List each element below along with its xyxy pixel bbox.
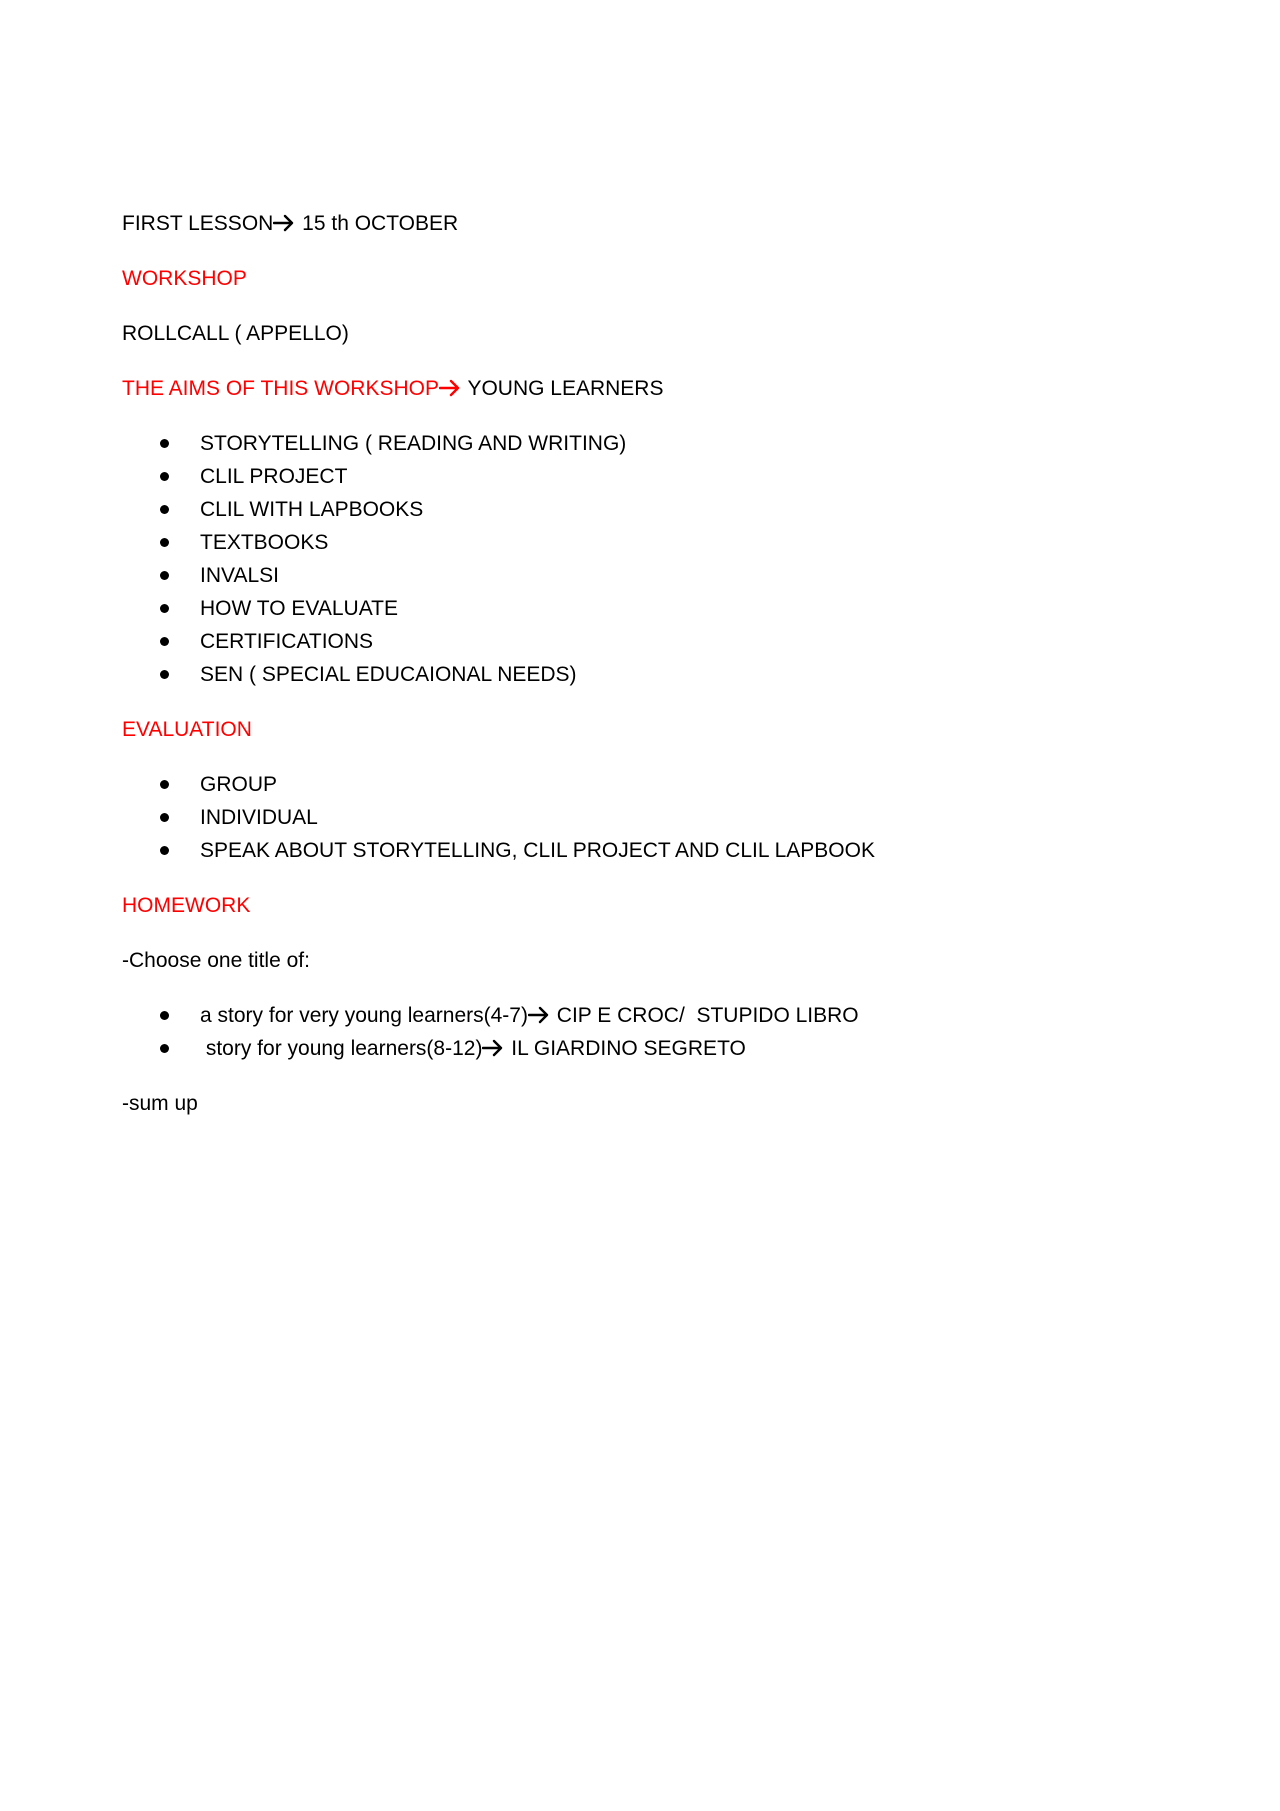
list-item [122, 625, 1162, 658]
list-item-text: SEN ( SPECIAL EDUCAIONAL NEEDS) [200, 663, 577, 686]
list-item [122, 427, 1162, 460]
document-body [122, 207, 1162, 1142]
list-item-text: INDIVIDUAL [200, 806, 318, 829]
right-arrow-icon [482, 1039, 504, 1057]
bullet-dot-icon [160, 604, 169, 613]
bullet-dot-icon [160, 1044, 169, 1053]
list-item [122, 559, 1162, 592]
bullet-dot-icon [160, 637, 169, 646]
list-item-text: a story for very young learners(4-7) [200, 1004, 528, 1027]
list-item [122, 1032, 1162, 1065]
evaluation-list [122, 768, 1162, 867]
list-item-text: CERTIFICATIONS [200, 630, 374, 653]
lesson-date: 15 th OCTOBER [296, 212, 459, 235]
bullet-dot-icon [160, 813, 169, 822]
list-item [122, 999, 1162, 1032]
aims-heading [122, 372, 1162, 405]
list-item-text: CLIL WITH LAPBOOKS [200, 498, 424, 521]
list-item-text: GROUP [200, 773, 278, 796]
list-item [122, 658, 1162, 691]
list-item [122, 768, 1162, 801]
list-item-text: CLIL PROJECT [200, 465, 348, 488]
story-titles: CIP E CROC/ STUPIDO LIBRO [550, 1004, 859, 1027]
homework-label: HOMEWORK [122, 894, 251, 917]
list-item-text: story for young learners(8-12) [200, 1037, 483, 1060]
list-item [122, 493, 1162, 526]
list-item-text: HOW TO EVALUATE [200, 597, 398, 620]
list-item-text: SPEAK ABOUT STORYTELLING, CLIL PROJECT AND CLIL LAPBOOK [200, 839, 875, 862]
bullet-dot-icon [160, 472, 169, 481]
choose-line: -Choose one title of: [122, 949, 310, 972]
list-item [122, 460, 1162, 493]
bullet-dot-icon [160, 439, 169, 448]
homework-list [122, 999, 1162, 1065]
bullet-dot-icon [160, 1011, 169, 1020]
list-item [122, 526, 1162, 559]
aims-list [122, 427, 1162, 691]
evaluation-label: EVALUATION [122, 718, 252, 741]
bullet-dot-icon [160, 505, 169, 514]
bullet-dot-icon [160, 571, 169, 580]
list-item-text: TEXTBOOKS [200, 531, 329, 554]
bullet-dot-icon [160, 780, 169, 789]
rollcall-line: ROLLCALL ( APPELLO) [122, 322, 349, 345]
aims-target: YOUNG LEARNERS [461, 377, 664, 400]
lesson-heading-text: FIRST LESSON [122, 212, 274, 235]
bullet-dot-icon [160, 846, 169, 855]
right-arrow-icon [273, 214, 295, 232]
workshop-label: WORKSHOP [122, 267, 247, 290]
sum-up-line: -sum up [122, 1092, 198, 1115]
list-item-text: STORYTELLING ( READING AND WRITING) [200, 432, 627, 455]
right-arrow-icon [439, 379, 461, 397]
list-item [122, 592, 1162, 625]
story-titles: IL GIARDINO SEGRETO [505, 1037, 746, 1060]
bullet-dot-icon [160, 538, 169, 547]
aims-heading-text: THE AIMS OF THIS WORKSHOP [122, 377, 439, 400]
lesson-heading [122, 207, 1162, 240]
list-item [122, 834, 1162, 867]
list-item [122, 801, 1162, 834]
right-arrow-icon [528, 1006, 550, 1024]
list-item-text: INVALSI [200, 564, 279, 587]
bullet-dot-icon [160, 670, 169, 679]
